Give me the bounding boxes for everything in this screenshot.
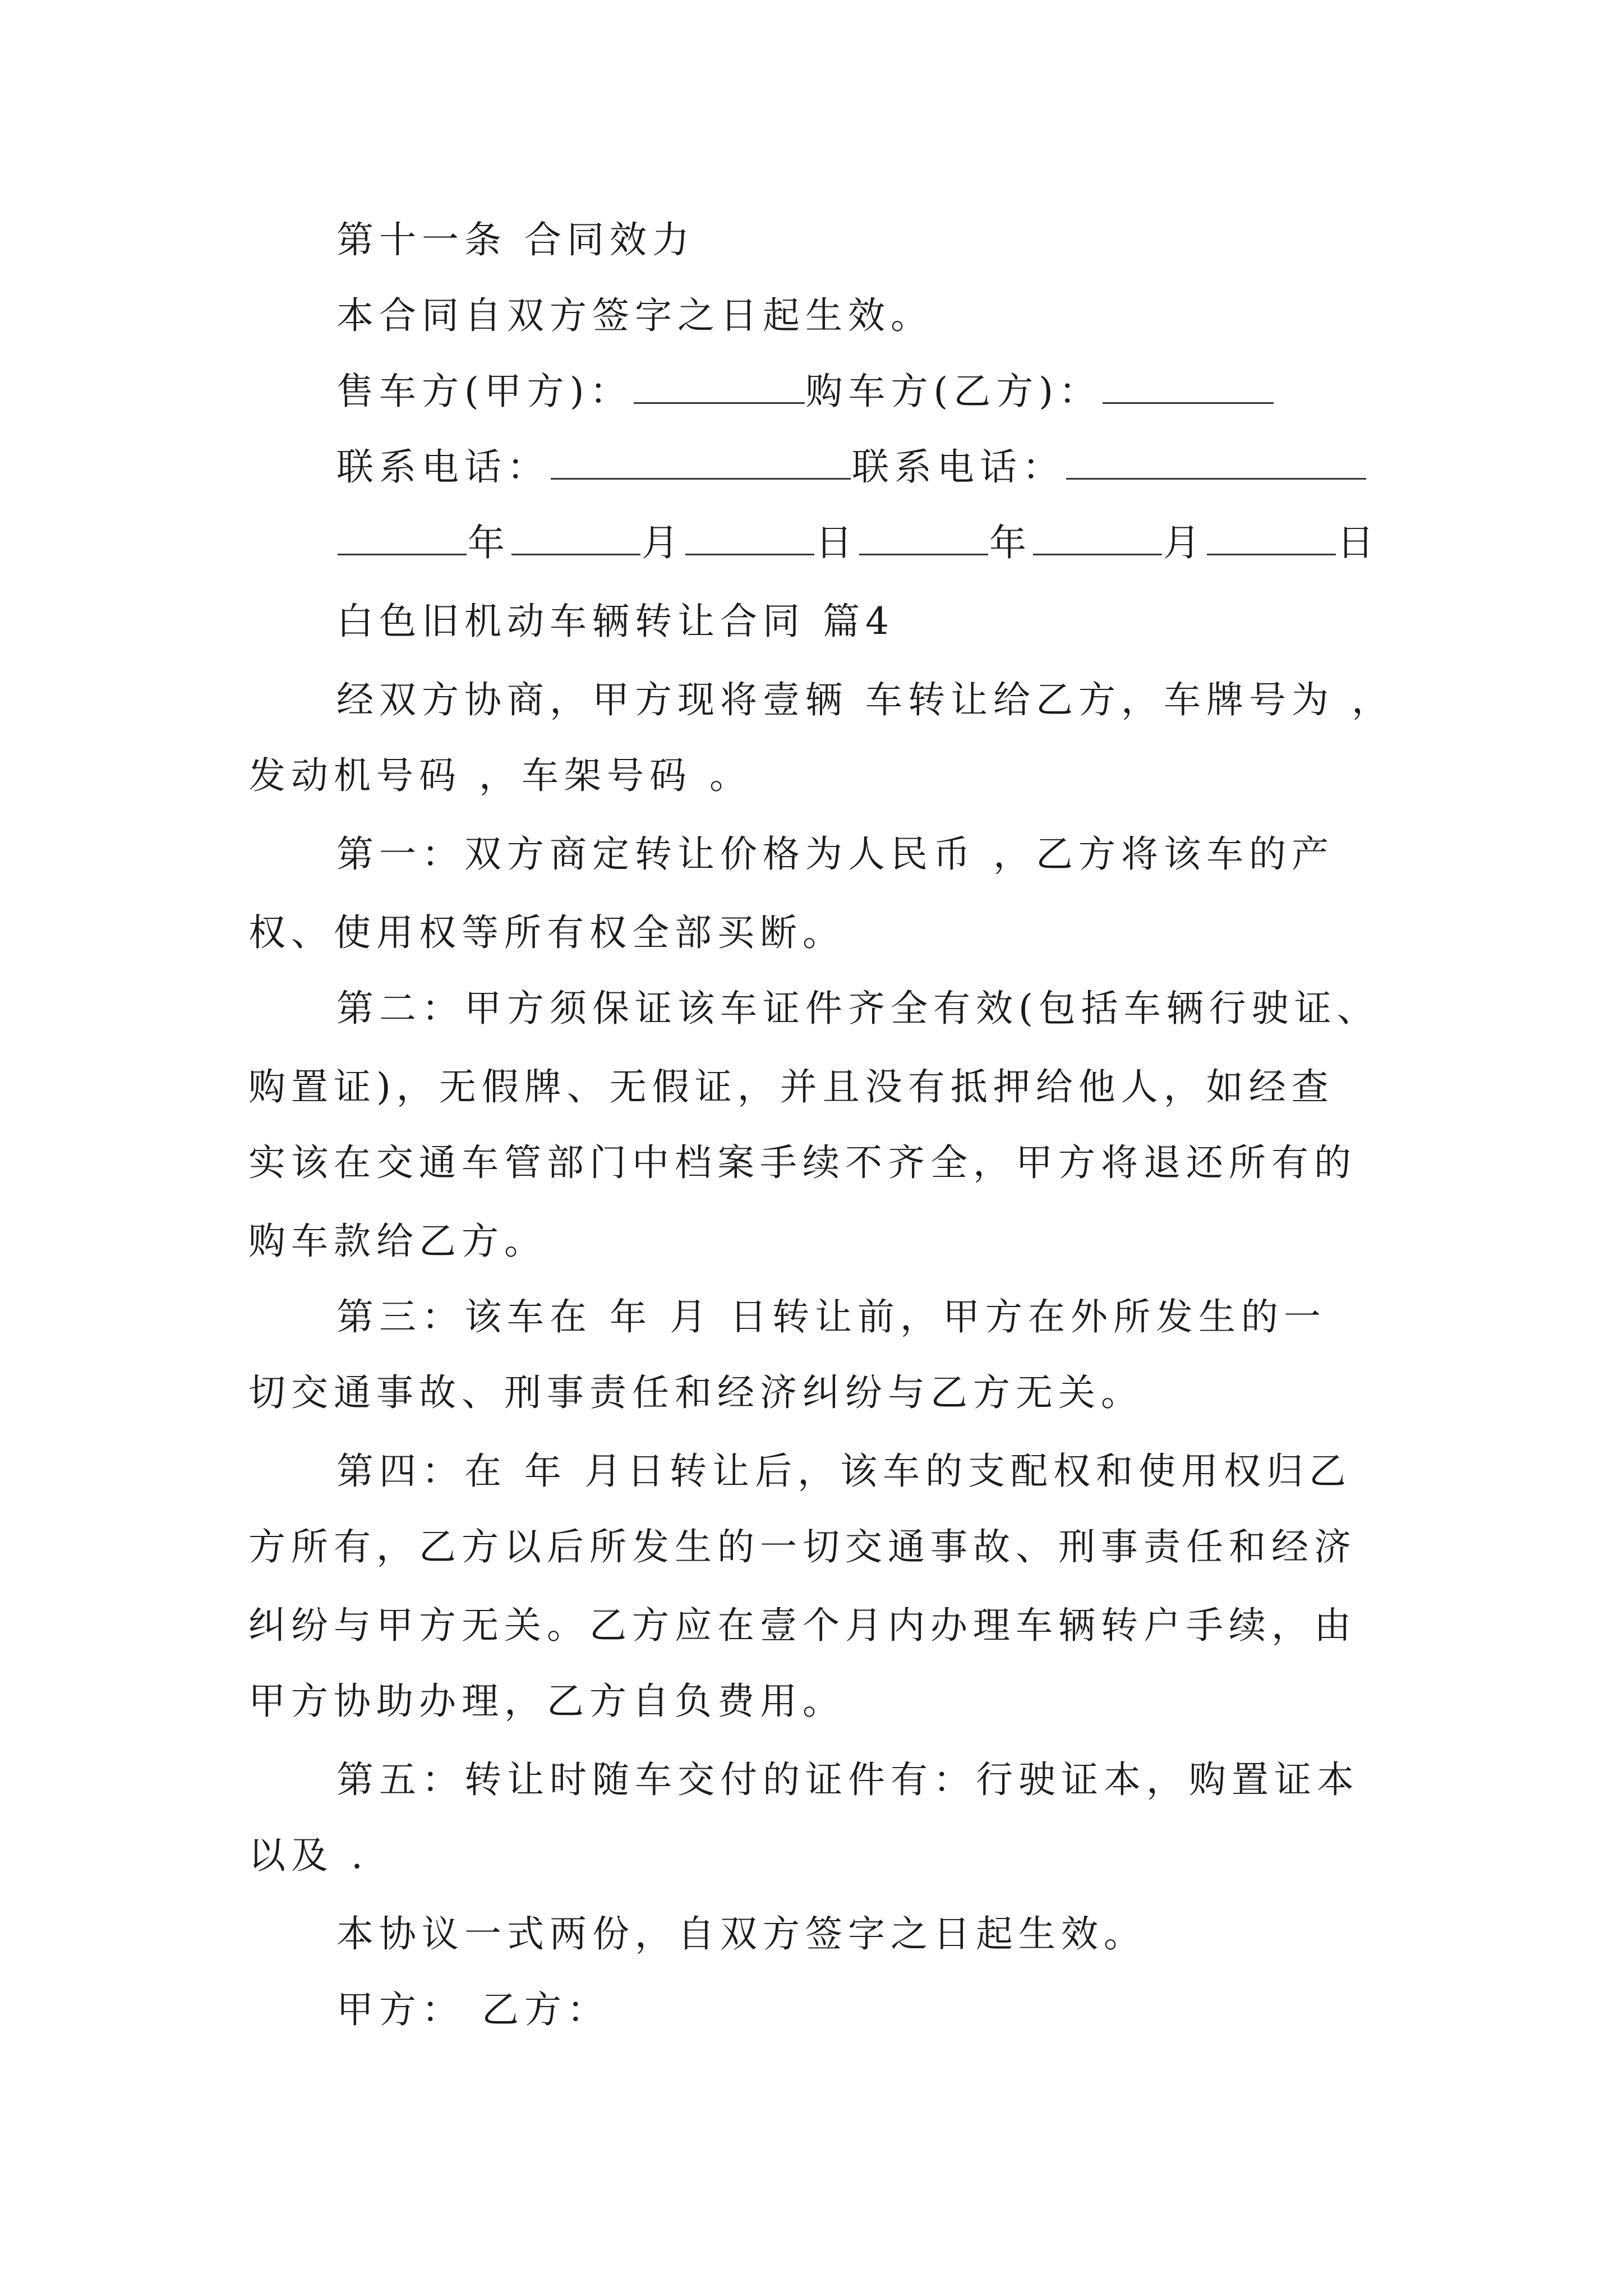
month-blank bbox=[511, 553, 640, 555]
clause-2-line: 购置证)，无假牌、无假证，并且没有抵押给他人，如经查 bbox=[248, 1065, 1334, 1108]
clause-4-line: 甲方协助办理，乙方自负费用。 bbox=[248, 1680, 845, 1723]
phone-label-seller: 联系电话： bbox=[336, 445, 550, 489]
clause-4-line: 纠纷与甲方无关。乙方应在壹个月内办理车辆转户手续，由 bbox=[248, 1604, 1357, 1647]
year-label: 年 bbox=[468, 521, 510, 564]
month-label-2: 月 bbox=[1163, 521, 1206, 564]
party-a-label: 甲方： bbox=[336, 1988, 464, 2031]
buyer-label: 购车方(乙方)： bbox=[805, 370, 1101, 413]
clause-5-line: 第五：转让时随车交付的证件有：行驶证本，购置证本 bbox=[336, 1758, 1359, 1801]
clause-1-line: 第一：双方商定转让价格为人民币 ，乙方将该车的产 bbox=[336, 832, 1334, 876]
seller-label: 售车方(甲方)： bbox=[336, 370, 633, 413]
effect-clause: 本合同自双方签字之日起生效。 bbox=[336, 294, 933, 337]
day-label-2: 日 bbox=[1337, 521, 1380, 564]
date-line bbox=[336, 521, 1380, 564]
day-blank bbox=[685, 553, 814, 555]
day-label: 日 bbox=[815, 521, 858, 564]
clause-1-line: 权、使用权等所有权全部买断。 bbox=[248, 911, 845, 954]
clause-4-line: 第四：在 年 月日转让后，该车的支配权和使用权归乙 bbox=[336, 1450, 1352, 1493]
clause-4-line: 方所有，乙方以后所发生的一切交通事故、刑事责任和经济 bbox=[248, 1525, 1357, 1568]
clause-3-line: 切交通事故、刑事责任和经济纠纷与乙方无关。 bbox=[248, 1371, 1144, 1414]
month-blank-2 bbox=[1033, 553, 1162, 555]
day-blank-2 bbox=[1207, 553, 1336, 555]
phone-blank-buyer bbox=[1066, 477, 1366, 480]
year-blank bbox=[338, 553, 467, 555]
seller-buyer-line bbox=[336, 370, 1275, 413]
clause-3-line: 第三：该车在 年 月 日转让前，甲方在外所发生的一 bbox=[336, 1295, 1326, 1338]
phone-line bbox=[336, 445, 1367, 489]
year-label-2: 年 bbox=[989, 521, 1032, 564]
intro-line: 发动机号码 ，车架号码 。 bbox=[248, 754, 752, 797]
party-b-label: 乙方： bbox=[481, 1988, 610, 2031]
phone-label-buyer: 联系电话： bbox=[852, 445, 1065, 489]
party-signature-line bbox=[336, 1988, 610, 2031]
year-blank-2 bbox=[859, 553, 988, 555]
clause-2-line: 第二：甲方须保证该车证件齐全有效(包括车辆行驶证、 bbox=[336, 987, 1380, 1030]
month-label: 月 bbox=[642, 521, 684, 564]
buyer-blank bbox=[1103, 402, 1274, 404]
clause-2-line: 购车款给乙方。 bbox=[248, 1220, 547, 1263]
seller-blank bbox=[634, 402, 805, 404]
intro-line: 经双方协商，甲方现将壹辆 车转让给乙方，车牌号为 ， bbox=[336, 678, 1394, 721]
clause-5-line: 以及 . bbox=[248, 1834, 368, 1877]
contract-title: 白色旧机动车辆转让合同 篇4 bbox=[336, 600, 895, 643]
section-heading: 第十一条 合同效力 bbox=[336, 218, 695, 261]
copies-clause: 本协议一式两份，自双方签字之日起生效。 bbox=[336, 1912, 1146, 1955]
phone-blank-seller bbox=[551, 477, 851, 480]
clause-2-line: 实该在交通车管部门中档案手续不齐全，甲方将退还所有的 bbox=[248, 1141, 1357, 1184]
